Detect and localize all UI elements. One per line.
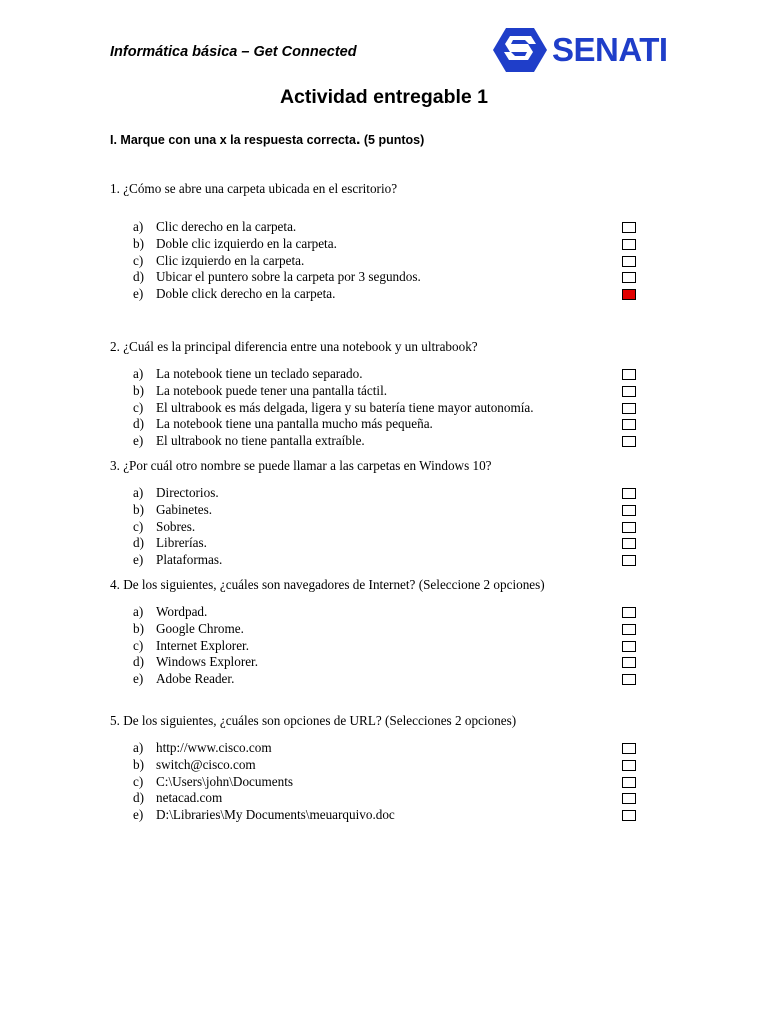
option-letter: c) (133, 518, 144, 534)
option-letter: c) (133, 399, 144, 415)
option-row (133, 416, 640, 433)
option-row (133, 485, 640, 502)
answer-checkbox[interactable] (622, 641, 636, 652)
option-text: Windows Explorer. (156, 654, 259, 670)
option-text: La notebook tiene un teclado separado. (156, 366, 363, 381)
option-text: Doble clic izquierdo en la carpeta. (156, 235, 337, 251)
answer-checkbox[interactable] (622, 760, 636, 771)
option-text: Plataformas. (156, 552, 223, 568)
option-letter: b) (133, 382, 144, 398)
option-letter: a) (133, 485, 144, 500)
option-text: Directorios. (156, 485, 219, 500)
question-4: 4. De los siguientes, ¿cuáles son navegadores de Internet? (Seleccione 2 opciones) (110, 577, 545, 592)
senati-logo-icon (492, 26, 548, 74)
option-row (133, 519, 640, 536)
option-text: La notebook puede tener una pantalla táctil. (156, 382, 388, 398)
answer-checkbox[interactable] (622, 674, 636, 685)
instruction-points: (5 puntos) (360, 133, 425, 147)
option-row (133, 253, 640, 270)
answer-checkbox[interactable] (622, 386, 636, 397)
answer-checkbox[interactable] (622, 272, 636, 283)
option-text: Sobres. (156, 518, 196, 534)
option-text: Gabinetes. (156, 501, 213, 517)
option-letter: e) (133, 671, 144, 687)
option-text: Doble click derecho en la carpeta. (156, 286, 336, 302)
option-text: Clic izquierdo en la carpeta. (156, 252, 305, 268)
option-text: Internet Explorer. (156, 637, 250, 653)
option-row (133, 654, 640, 671)
instruction (110, 133, 424, 147)
option-text: netacad.com (156, 790, 223, 806)
option-text: http://www.cisco.com (156, 740, 272, 755)
option-letter: d) (133, 790, 144, 806)
answer-checkbox[interactable] (622, 419, 636, 430)
option-text: Ubicar el puntero sobre la carpeta por 3 segundos. (156, 269, 421, 285)
option-row (133, 790, 640, 807)
answer-checkbox[interactable] (622, 657, 636, 668)
option-letter: b) (133, 235, 144, 251)
answer-checkbox[interactable] (622, 256, 636, 267)
option-letter: b) (133, 501, 144, 517)
question-2: 2. ¿Cuál es la principal diferencia entre una notebook y un ultrabook? (110, 339, 478, 354)
answer-checkbox[interactable] (622, 369, 636, 380)
answer-checkbox[interactable] (622, 488, 636, 499)
option-letter: c) (133, 773, 144, 789)
option-row (133, 366, 640, 383)
option-row (133, 740, 640, 757)
option-text: Wordpad. (156, 604, 208, 619)
option-text: El ultrabook no tiene pantalla extraíble. (156, 433, 365, 449)
answer-checkbox[interactable] (622, 436, 636, 447)
option-letter: d) (133, 416, 144, 432)
course-header: Informática básica – Get Connected (110, 44, 357, 60)
answer-checkbox[interactable] (622, 403, 636, 414)
option-letter: d) (133, 654, 144, 670)
option-row (133, 671, 640, 688)
answer-checkbox[interactable] (622, 743, 636, 754)
option-text: Clic derecho en la carpeta. (156, 219, 297, 234)
option-text: Librerías. (156, 535, 207, 551)
option-letter: e) (133, 433, 144, 449)
option-letter: e) (133, 286, 144, 302)
option-letter: a) (133, 604, 144, 619)
option-row (133, 383, 640, 400)
option-text: Google Chrome. (156, 620, 244, 636)
answer-checkbox[interactable] (622, 222, 636, 233)
answer-checkbox[interactable] (622, 777, 636, 788)
option-letter: a) (133, 219, 144, 234)
option-letter: c) (133, 252, 144, 268)
option-letter: e) (133, 807, 144, 823)
answer-checkbox[interactable] (622, 538, 636, 549)
answer-checkbox[interactable] (622, 289, 636, 300)
option-row (133, 638, 640, 655)
option-row (133, 236, 640, 253)
logo-text: SENATI (552, 31, 668, 68)
option-text: C:\Users\john\Documents (156, 773, 293, 789)
option-text: Adobe Reader. (156, 671, 235, 687)
instruction-dot: . (355, 131, 361, 148)
option-text: La notebook tiene una pantalla mucho más pequeña. (156, 416, 433, 432)
option-row (133, 535, 640, 552)
option-text: El ultrabook es más delgada, ligera y su batería tiene mayor autonomía. (156, 399, 534, 415)
question-3: 3. ¿Por cuál otro nombre se puede llamar a las carpetas en Windows 10? (110, 458, 492, 473)
option-row (133, 774, 640, 791)
answer-checkbox[interactable] (622, 810, 636, 821)
option-row (133, 757, 640, 774)
senati-logo (492, 25, 692, 75)
option-letter: b) (133, 620, 144, 636)
option-letter: e) (133, 552, 144, 568)
option-letter: d) (133, 269, 144, 285)
question-5: 5. De los siguientes, ¿cuáles son opciones de URL? (Selecciones 2 opciones) (110, 713, 517, 728)
answer-checkbox[interactable] (622, 555, 636, 566)
option-row (133, 219, 640, 236)
option-row (133, 807, 640, 824)
option-letter: c) (133, 637, 144, 653)
option-row (133, 502, 640, 519)
answer-checkbox[interactable] (622, 522, 636, 533)
answer-checkbox[interactable] (622, 239, 636, 250)
question-1: 1. ¿Cómo se abre una carpeta ubicada en el escritorio? (110, 181, 398, 196)
option-row (133, 286, 640, 303)
option-letter: a) (133, 740, 144, 755)
option-letter: d) (133, 535, 144, 551)
option-row (133, 552, 640, 569)
option-text: D:\Libraries\My Documents\meuarquivo.doc (156, 807, 395, 823)
option-letter: a) (133, 366, 144, 381)
instruction-text: I. Marque con una x la respuesta correcta (110, 133, 356, 147)
answer-checkbox[interactable] (622, 624, 636, 635)
option-row (133, 269, 640, 286)
answer-checkbox[interactable] (622, 505, 636, 516)
option-row (133, 433, 640, 450)
option-letter: b) (133, 756, 144, 772)
document-title: Actividad entregable 1 (279, 86, 489, 108)
answer-checkbox[interactable] (622, 793, 636, 804)
option-text: switch@cisco.com (156, 756, 256, 772)
answer-checkbox[interactable] (622, 607, 636, 618)
option-row (133, 604, 640, 621)
option-row (133, 621, 640, 638)
option-row (133, 400, 640, 417)
